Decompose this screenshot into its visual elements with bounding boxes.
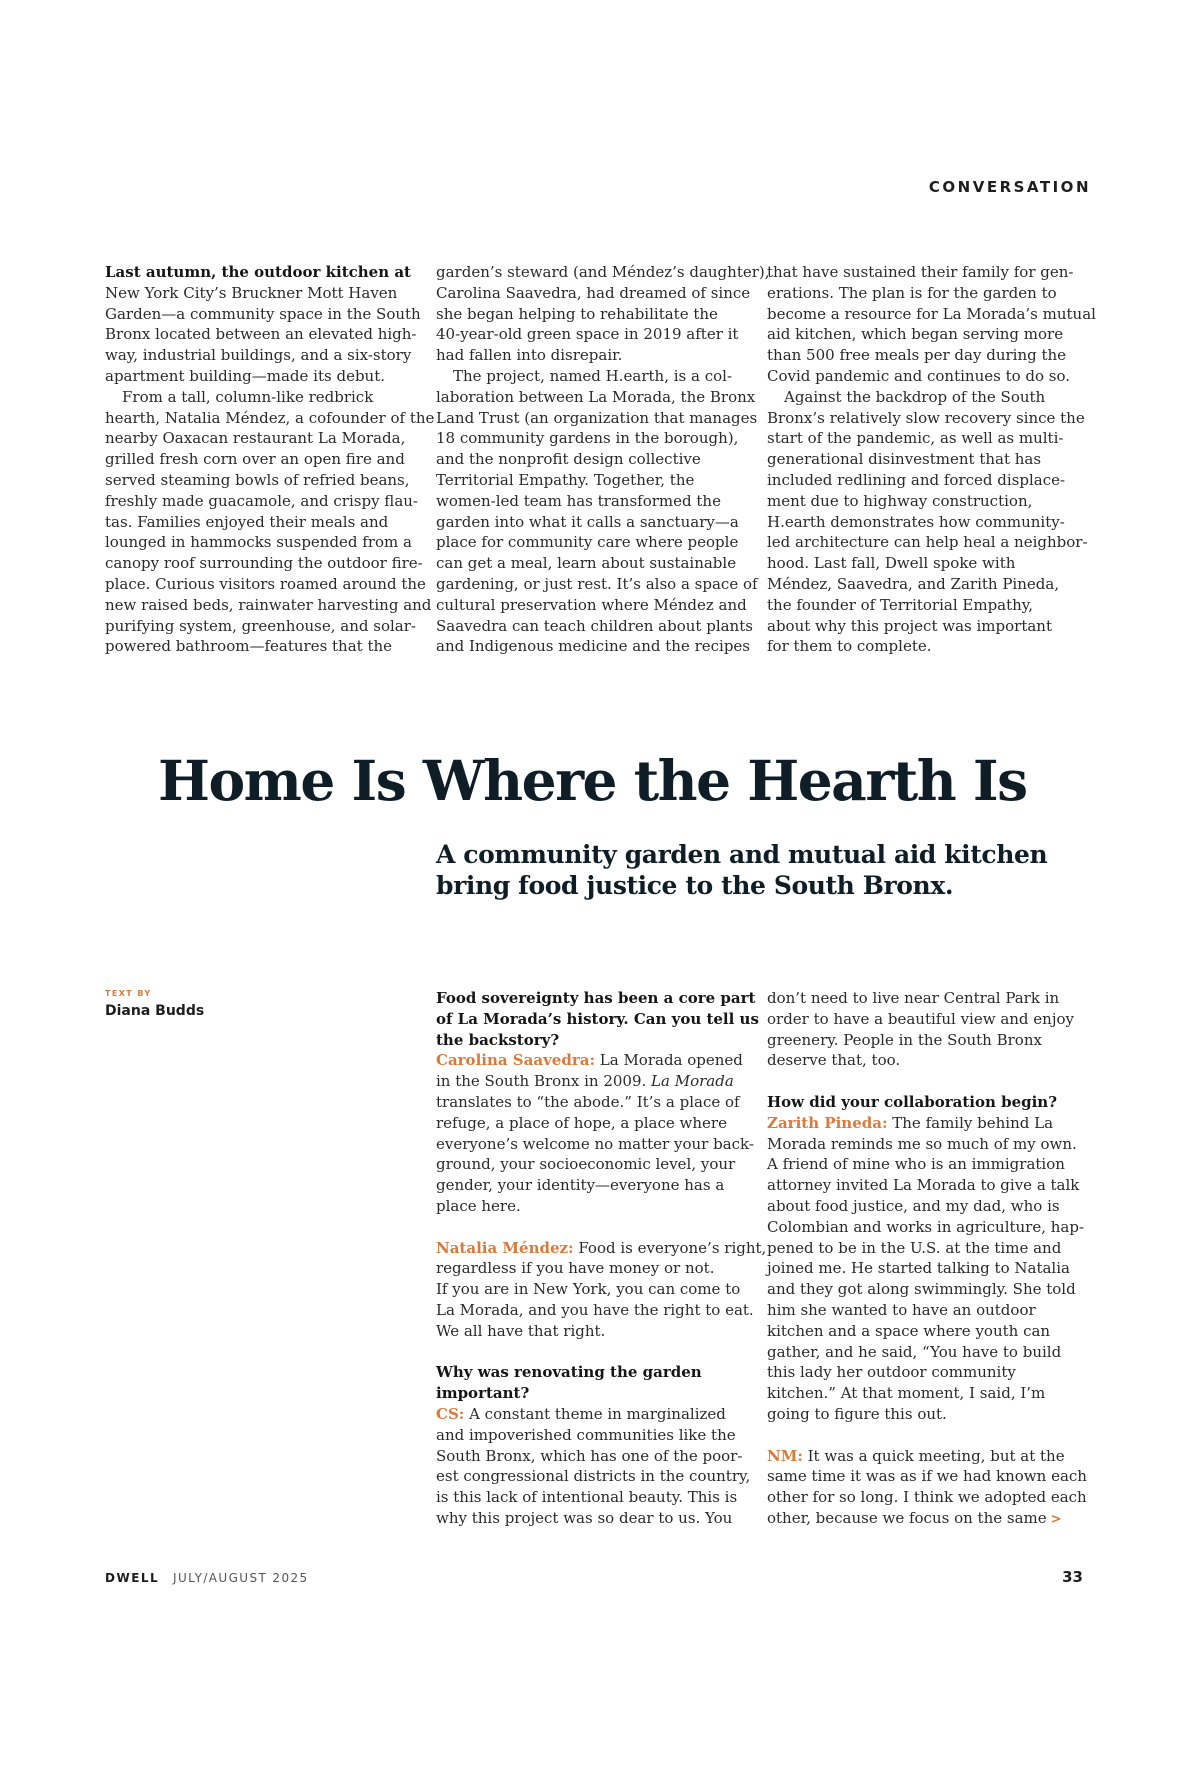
text-line: New York City’s Bruckner Mott Haven [105, 283, 398, 302]
answer-line: and they got along swimmingly. She told [767, 1280, 1076, 1299]
text-line: 40-year-old green space in 2019 after it [436, 325, 739, 344]
answer-line: refuge, a place of hope, a place where [436, 1113, 727, 1132]
answer-line [436, 1071, 750, 1092]
text-line: new raised beds, rainwater harvesting and [105, 595, 432, 614]
answer-text: The family behind La [887, 1113, 1054, 1132]
text-line: aid kitchen, which began serving more [767, 325, 1064, 344]
text-line: laboration between La Morada, the Bronx [436, 387, 756, 406]
text-line: women-led team has transformed the [436, 491, 721, 510]
answer-line: order to have a beautiful view and enjoy [767, 1009, 1074, 1028]
text-line: gardening, or just rest. It’s also a space of [436, 574, 758, 593]
answer-line: South Bronx, which has one of the poor- [436, 1446, 743, 1465]
question: How did your collaboration begin? [767, 1092, 1058, 1111]
text-line: way, industrial buildings, and a six-story [105, 346, 412, 365]
text-line: Garden—a community space in the South [105, 304, 421, 323]
question: the backstory? [436, 1030, 560, 1049]
byline-label: TEXT BY [105, 989, 152, 998]
answer-line: place here. [436, 1196, 521, 1215]
text-line: canopy roof surrounding the outdoor fire- [105, 554, 423, 573]
answer-line: why this project was so dear to us. You [436, 1508, 733, 1527]
text-line: and Indigenous medicine and the recipes [436, 637, 750, 656]
answer-line: about food justice, and my dad, who is [767, 1196, 1060, 1215]
answer-line: pened to be in the U.S. at the time and [767, 1238, 1062, 1257]
answer-line: is this lack of intentional beauty. This is [436, 1488, 738, 1507]
answer-line: going to figure this out. [767, 1404, 947, 1423]
text-line: Against the backdrop of the South [784, 387, 1046, 406]
question: Why was renovating the garden [436, 1363, 702, 1382]
answer-line: and impoverished communities like the [436, 1425, 736, 1444]
continue-arrow-icon: > [1050, 1511, 1062, 1527]
answer-text: in the South Bronx in 2009. [436, 1072, 652, 1091]
answer-line: him she wanted to have an outdoor [767, 1300, 1036, 1319]
answer-line: this lady her outdoor community [767, 1363, 1016, 1382]
italic-title: La Morada [651, 1072, 734, 1091]
text-line: apartment building—made its debut. [105, 366, 386, 385]
text-line: Bronx located between an elevated high- [105, 325, 417, 344]
answer-line: don’t need to live near Central Park in [767, 989, 1060, 1007]
answer-line: gather, and he said, “You have to build [767, 1342, 1062, 1361]
answer-line: A friend of mine who is an immigration [767, 1155, 1065, 1174]
text-line: 18 community gardens in the borough), [436, 429, 739, 448]
answer-text: La Morada opened [595, 1051, 743, 1070]
text-line: than 500 free meals per day during the [767, 346, 1067, 365]
text-line: H.earth demonstrates how community- [767, 512, 1065, 531]
intro-column-3 [767, 262, 1096, 657]
speaker-name: Carolina Saavedra: [436, 1051, 595, 1070]
text-line: hearth, Natalia Méndez, a cofounder of the [105, 408, 435, 427]
answer-line [767, 1446, 1081, 1467]
text-line: and the nonprofit design collective [436, 450, 701, 469]
text-line: generational disinvestment that has [767, 450, 1042, 469]
text-line: Land Trust (an organization that manages [436, 408, 758, 427]
answer-line: Morada reminds me so much of my own. [767, 1134, 1077, 1153]
text-line: lounged in hammocks suspended from a [105, 533, 412, 552]
answer-line [767, 1113, 1081, 1134]
text-line: had fallen into disrepair. [436, 346, 623, 365]
text-line: place for community care where people [436, 533, 739, 552]
text-line: start of the pandemic, as well as multi- [767, 429, 1064, 448]
text-line: about why this project was important [767, 616, 1052, 635]
answer-line [436, 1050, 750, 1071]
text-line: that have sustained their family for gen- [767, 263, 1074, 281]
answer-line: same time it was as if we had known each [767, 1467, 1087, 1486]
answer-line: attorney invited La Morada to give a talk [767, 1176, 1080, 1195]
text-line: ment due to highway construction, [767, 491, 1033, 510]
text-line: Territorial Empathy. Together, the [436, 470, 695, 489]
answer-line: deserve that, too. [767, 1051, 901, 1070]
deck-subtitle [436, 839, 1047, 901]
text-line: grilled fresh corn over an open fire and [105, 450, 405, 469]
text-line: served steaming bowls of refried beans, [105, 470, 410, 489]
text-line: powered bathroom—features that the [105, 637, 393, 656]
text-line: garden into what it calls a sanctuary—a [436, 512, 739, 531]
answer-line: greenery. People in the South Bronx [767, 1030, 1042, 1049]
text-line: nearby Oaxacan restaurant La Morada, [105, 429, 406, 448]
text-line: The project, named H.earth, is a col- [453, 366, 733, 385]
text-line: From a tall, column-like redbrick [122, 387, 374, 406]
text-line: hood. Last fall, Dwell spoke with [767, 554, 1016, 573]
answer-text: Food is everyone’s right, [573, 1238, 767, 1257]
text-line: Saavedra can teach children about plants [436, 616, 753, 635]
intro-column-2 [436, 262, 770, 657]
byline-author: Diana Budds [105, 1003, 205, 1019]
deck-line: bring food justice to the South Bronx. [436, 871, 954, 900]
answer-text: other, because we focus on the same [767, 1508, 1047, 1527]
text-line: cultural preservation where Méndez and [436, 595, 747, 614]
answer-line: everyone’s welcome no matter your back- [436, 1134, 754, 1153]
answer-line: We all have that right. [436, 1321, 606, 1340]
answer-line: kitchen.” At that moment, I said, I’m [767, 1384, 1046, 1403]
section-label: CONVERSATION [928, 178, 1091, 196]
lead-in: Last autumn, the outdoor kitchen at [105, 263, 411, 281]
text-line: freshly made guacamole, and crispy flau- [105, 491, 418, 510]
answer-line: regardless if you have money or not. [436, 1259, 715, 1278]
speaker-name: Zarith Pineda: [767, 1113, 888, 1132]
answer-line: If you are in New York, you can come to [436, 1280, 741, 1299]
answer-line [436, 1404, 750, 1425]
answer-line [767, 1508, 1081, 1531]
intro-column-1 [105, 262, 435, 657]
answer-line: kitchen and a space where youth can [767, 1321, 1051, 1340]
text-line: purifying system, greenhouse, and solar- [105, 616, 416, 635]
speaker-name: NM: [767, 1446, 803, 1465]
answer-line: other for so long. I think we adopted each [767, 1488, 1087, 1507]
footer-issue-date: JULY/AUGUST 2025 [173, 1571, 309, 1585]
text-line: for them to complete. [767, 637, 932, 656]
text-line: become a resource for La Morada’s mutual [767, 304, 1096, 323]
answer-line: gender, your identity—everyone has a [436, 1176, 725, 1195]
text-line: led architecture can help heal a neighbor- [767, 533, 1088, 552]
answer-line: joined me. He started talking to Natalia [767, 1259, 1070, 1278]
question: of La Morada’s history. Can you tell us [436, 1009, 759, 1028]
answer-line [436, 1238, 767, 1259]
text-line: can get a meal, learn about sustainable [436, 554, 737, 573]
text-line: erations. The plan is for the garden to [767, 283, 1057, 302]
text-line: tas. Families enjoyed their meals and [105, 512, 389, 531]
question: Food sovereignty has been a core part [436, 989, 756, 1007]
qa-column-1 [436, 988, 767, 1529]
deck-line: A community garden and mutual aid kitchen [436, 840, 1048, 869]
qa-column-2 [767, 988, 1087, 1531]
headline: Home Is Where the Hearth Is [158, 748, 1027, 813]
answer-line: translates to “the abode.” It’s a place of [436, 1092, 740, 1111]
speaker-name: Natalia Méndez: [436, 1238, 574, 1257]
answer-text: It was a quick meeting, but at the [802, 1446, 1065, 1465]
text-line: she began helping to rehabilitate the [436, 304, 718, 323]
text-line: included redlining and forced displace- [767, 470, 1066, 489]
answer-line: ground, your socioeconomic level, your [436, 1155, 736, 1174]
answer-line: La Morada, and you have the right to eat. [436, 1300, 754, 1319]
page-number: 33 [1062, 1568, 1083, 1586]
answer-line: Colombian and works in agriculture, hap- [767, 1217, 1085, 1236]
text-line: place. Curious visitors roamed around the [105, 574, 426, 593]
answer-text: A constant theme in marginalized [464, 1404, 726, 1423]
text-line: the founder of Territorial Empathy, [767, 595, 1034, 614]
speaker-name: CS: [436, 1404, 465, 1423]
text-line: Covid pandemic and continues to do so. [767, 366, 1071, 385]
question: important? [436, 1384, 530, 1403]
text-line: Carolina Saavedra, had dreamed of since [436, 283, 751, 302]
text-line: garden’s steward (and Méndez’s daughter), [436, 263, 770, 281]
text-line: Bronx’s relatively slow recovery since the [767, 408, 1085, 427]
text-line: Méndez, Saavedra, and Zarith Pineda, [767, 574, 1060, 593]
footer-brand: DWELL [105, 1571, 160, 1585]
answer-line: est congressional districts in the country, [436, 1467, 751, 1486]
